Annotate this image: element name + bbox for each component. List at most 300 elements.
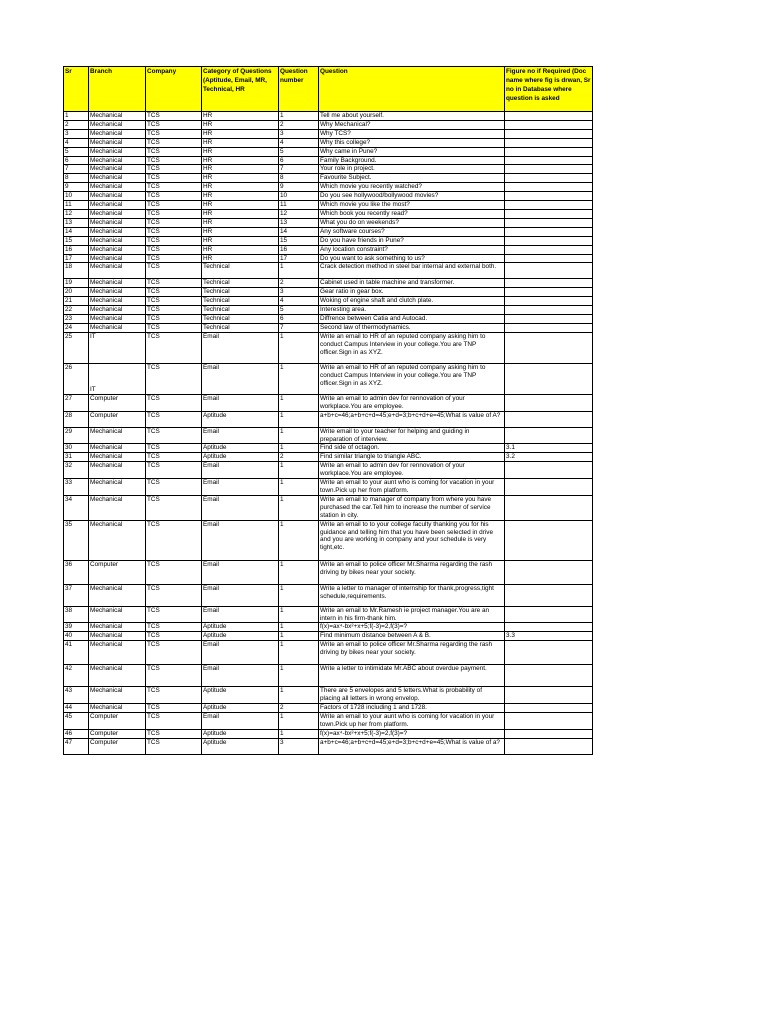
table-row [64, 209, 593, 218]
cell-question: Any location constraint? [319, 245, 505, 254]
cell-company: TCS [146, 306, 202, 315]
cell-sr: 18 [64, 263, 89, 279]
cell-figure-no [505, 738, 593, 754]
cell-category: Aptitude [202, 632, 279, 641]
cell-sr: 8 [64, 174, 89, 183]
cell-question-number: 1 [279, 363, 319, 394]
cell-figure-no [505, 201, 593, 210]
cell-branch: Computer [89, 394, 146, 411]
cell-category: HR [202, 129, 279, 138]
cell-question: Do you want to ask something to us? [319, 254, 505, 263]
cell-category: Aptitude [202, 444, 279, 453]
cell-question-number: 1 [279, 623, 319, 632]
table-row [64, 227, 593, 236]
cell-company: TCS [146, 738, 202, 754]
cell-figure-no [505, 156, 593, 165]
cell-company: TCS [146, 227, 202, 236]
cell-question-number: 1 [279, 712, 319, 729]
table-row [64, 323, 593, 332]
cell-figure-no [505, 315, 593, 324]
cell-question: Why this college? [319, 138, 505, 147]
cell-company: TCS [146, 236, 202, 245]
cell-question: Which book you recently read? [319, 209, 505, 218]
cell-company: TCS [146, 297, 202, 306]
cell-company: TCS [146, 120, 202, 129]
cell-question: Any software courses? [319, 227, 505, 236]
cell-sr: 47 [64, 738, 89, 754]
cell-branch: Mechanical [89, 138, 146, 147]
cell-question-number: 1 [279, 112, 319, 121]
cell-company: TCS [146, 444, 202, 453]
cell-category: HR [202, 227, 279, 236]
cell-question: There are 5 envelopes and 5 letters.What is probability of placing all letters in wrong envelop. [319, 687, 505, 704]
table-row [64, 665, 593, 687]
cell-question-number: 3 [279, 738, 319, 754]
cell-company: TCS [146, 112, 202, 121]
cell-company: TCS [146, 279, 202, 288]
cell-company: TCS [146, 201, 202, 210]
cell-question-number: 1 [279, 495, 319, 520]
cell-sr: 2 [64, 120, 89, 129]
cell-company: TCS [146, 427, 202, 444]
cell-category: Aptitude [202, 687, 279, 704]
cell-question: Write an email to admin dev for rennovation of your workplace.You are employee. [319, 394, 505, 411]
cell-question: a+b+c=46;a+b+c+d=45;e+d=3;b+c+d+e=45;What is value of a? [319, 738, 505, 754]
table-row [64, 315, 593, 324]
cell-company: TCS [146, 560, 202, 584]
cell-category: HR [202, 138, 279, 147]
table-row [64, 236, 593, 245]
cell-branch: Mechanical [89, 427, 146, 444]
cell-figure-no [505, 665, 593, 687]
cell-company: TCS [146, 147, 202, 156]
cell-figure-no [505, 411, 593, 427]
cell-sr: 15 [64, 236, 89, 245]
cell-category: Technical [202, 279, 279, 288]
cell-sr: 14 [64, 227, 89, 236]
cell-sr: 31 [64, 453, 89, 462]
cell-category: Email [202, 495, 279, 520]
cell-figure-no [505, 332, 593, 363]
cell-figure-no [505, 183, 593, 192]
cell-category: Email [202, 427, 279, 444]
cell-company: TCS [146, 156, 202, 165]
cell-category: HR [202, 174, 279, 183]
cell-category: HR [202, 236, 279, 245]
cell-question-number: 13 [279, 218, 319, 227]
cell-category: Aptitude [202, 453, 279, 462]
cell-question-number: 1 [279, 394, 319, 411]
cell-sr: 4 [64, 138, 89, 147]
cell-branch: Mechanical [89, 279, 146, 288]
table-row [64, 584, 593, 606]
cell-question-number: 1 [279, 584, 319, 606]
cell-branch: Computer [89, 729, 146, 738]
table-row [64, 297, 593, 306]
cell-question-number: 1 [279, 665, 319, 687]
cell-company: TCS [146, 174, 202, 183]
cell-category: HR [202, 254, 279, 263]
cell-question-number: 1 [279, 729, 319, 738]
cell-company: TCS [146, 606, 202, 623]
cell-figure-no [505, 288, 593, 297]
cell-branch: IT [89, 363, 146, 394]
cell-category: Email [202, 332, 279, 363]
cell-sr: 19 [64, 279, 89, 288]
cell-category: HR [202, 120, 279, 129]
cell-question-number: 7 [279, 323, 319, 332]
cell-figure-no [505, 254, 593, 263]
cell-question: Do you see hollywood/bollywood movies? [319, 192, 505, 201]
cell-figure-no [505, 479, 593, 496]
cell-branch: Mechanical [89, 462, 146, 479]
cell-figure-no [505, 712, 593, 729]
header-figure-no: Figure no if Required (Doc name where fig is drwan, Sr no in Database where question is asked [505, 67, 593, 112]
cell-branch: Mechanical [89, 129, 146, 138]
cell-category: HR [202, 165, 279, 174]
cell-figure-no: 3.2 [505, 453, 593, 462]
cell-sr: 33 [64, 479, 89, 496]
table-row [64, 687, 593, 704]
cell-figure-no [505, 623, 593, 632]
cell-question-number: 1 [279, 479, 319, 496]
cell-question-number: 1 [279, 444, 319, 453]
cell-sr: 3 [64, 129, 89, 138]
cell-category: Email [202, 584, 279, 606]
cell-question: Second law of thermodynamics. [319, 323, 505, 332]
cell-branch: Mechanical [89, 209, 146, 218]
table-row [64, 606, 593, 623]
cell-question: Family Background. [319, 156, 505, 165]
cell-category: Technical [202, 306, 279, 315]
table-row [64, 112, 593, 121]
cell-question: Write an email to police officer Mr.Sharma regarding the rash driving by bikes near your society. [319, 560, 505, 584]
cell-company: TCS [146, 254, 202, 263]
cell-branch: Mechanical [89, 201, 146, 210]
cell-company: TCS [146, 165, 202, 174]
cell-company: TCS [146, 315, 202, 324]
cell-question: Cabinet used in table machine and transformer. [319, 279, 505, 288]
cell-category: HR [202, 209, 279, 218]
cell-figure-no [505, 606, 593, 623]
cell-question: Gear ratio in gear box. [319, 288, 505, 297]
cell-category: Email [202, 712, 279, 729]
cell-branch: Mechanical [89, 453, 146, 462]
cell-question: Write an email to HR of an reputed company asking him to conduct Campus Interview in your college.You are TNP officer.Sign in as XYZ. [319, 363, 505, 394]
cell-company: TCS [146, 138, 202, 147]
cell-category: HR [202, 218, 279, 227]
cell-branch: Computer [89, 560, 146, 584]
cell-branch: Mechanical [89, 165, 146, 174]
table-row [64, 462, 593, 479]
cell-question: Write an email to manager of company from where you have purchased the car.Tell him to increase the number of service station in city. [319, 495, 505, 520]
header-category: Category of Questions (Aptitude, Email, MR, Technical, HR [202, 67, 279, 112]
cell-question: Crack detection method in steel bar internal and external both. [319, 263, 505, 279]
cell-branch: Mechanical [89, 704, 146, 713]
table-row [64, 218, 593, 227]
cell-sr: 1 [64, 112, 89, 121]
cell-figure-no [505, 687, 593, 704]
table-row [64, 704, 593, 713]
cell-question-number: 1 [279, 606, 319, 623]
cell-company: TCS [146, 462, 202, 479]
cell-question: Do you have friends in Pune? [319, 236, 505, 245]
cell-company: TCS [146, 245, 202, 254]
cell-sr: 7 [64, 165, 89, 174]
cell-question-number: 5 [279, 306, 319, 315]
cell-category: HR [202, 156, 279, 165]
cell-branch: Mechanical [89, 623, 146, 632]
cell-company: TCS [146, 729, 202, 738]
cell-question-number: 17 [279, 254, 319, 263]
table-row [64, 279, 593, 288]
cell-branch: Mechanical [89, 479, 146, 496]
table-row [64, 254, 593, 263]
cell-category: Aptitude [202, 411, 279, 427]
cell-branch: Mechanical [89, 444, 146, 453]
cell-figure-no [505, 363, 593, 394]
cell-figure-no [505, 218, 593, 227]
table-row [64, 738, 593, 754]
cell-branch: Mechanical [89, 263, 146, 279]
cell-branch: Mechanical [89, 120, 146, 129]
cell-question-number: 2 [279, 704, 319, 713]
cell-question-number: 4 [279, 138, 319, 147]
table-row [64, 306, 593, 315]
cell-question-number: 7 [279, 165, 319, 174]
cell-figure-no [505, 129, 593, 138]
cell-branch: Mechanical [89, 218, 146, 227]
cell-sr: 34 [64, 495, 89, 520]
cell-sr: 5 [64, 147, 89, 156]
cell-branch: Mechanical [89, 520, 146, 560]
table-row [64, 623, 593, 632]
cell-question-number: 3 [279, 129, 319, 138]
cell-figure-no [505, 147, 593, 156]
cell-category: Email [202, 641, 279, 665]
cell-branch: Mechanical [89, 254, 146, 263]
cell-figure-no [505, 462, 593, 479]
table-row [64, 156, 593, 165]
cell-figure-no: 3.3 [505, 632, 593, 641]
cell-figure-no [505, 279, 593, 288]
cell-sr: 6 [64, 156, 89, 165]
cell-question-number: 1 [279, 641, 319, 665]
cell-figure-no [505, 394, 593, 411]
cell-sr: 38 [64, 606, 89, 623]
cell-branch: Computer [89, 712, 146, 729]
cell-category: Aptitude [202, 704, 279, 713]
cell-sr: 37 [64, 584, 89, 606]
cell-category: Email [202, 560, 279, 584]
cell-question-number: 9 [279, 183, 319, 192]
cell-category: Email [202, 479, 279, 496]
cell-question-number: 3 [279, 288, 319, 297]
cell-figure-no [505, 641, 593, 665]
cell-question: Your role in project. [319, 165, 505, 174]
cell-sr: 32 [64, 462, 89, 479]
question-database-table [63, 66, 593, 755]
table-row [64, 394, 593, 411]
table-row [64, 520, 593, 560]
table-row [64, 138, 593, 147]
cell-question-number: 6 [279, 315, 319, 324]
cell-sr: 16 [64, 245, 89, 254]
cell-question-number: 1 [279, 263, 319, 279]
cell-sr: 25 [64, 332, 89, 363]
cell-question: Why came in Pune? [319, 147, 505, 156]
table-row [64, 288, 593, 297]
table-row [64, 411, 593, 427]
cell-company: TCS [146, 584, 202, 606]
cell-question-number: 1 [279, 332, 319, 363]
table-row [64, 444, 593, 453]
cell-question-number: 11 [279, 201, 319, 210]
cell-sr: 21 [64, 297, 89, 306]
cell-branch: Mechanical [89, 174, 146, 183]
cell-company: TCS [146, 323, 202, 332]
cell-category: HR [202, 192, 279, 201]
cell-sr: 10 [64, 192, 89, 201]
cell-company: TCS [146, 495, 202, 520]
cell-category: Technical [202, 315, 279, 324]
cell-figure-no [505, 306, 593, 315]
cell-sr: 28 [64, 411, 89, 427]
header-branch: Branch [89, 67, 146, 112]
cell-figure-no [505, 323, 593, 332]
cell-figure-no [505, 584, 593, 606]
table-row [64, 183, 593, 192]
table-row [64, 363, 593, 394]
table-row [64, 560, 593, 584]
cell-sr: 22 [64, 306, 89, 315]
cell-sr: 39 [64, 623, 89, 632]
cell-sr: 42 [64, 665, 89, 687]
cell-question: Tell me about yourself. [319, 112, 505, 121]
cell-branch: Mechanical [89, 584, 146, 606]
cell-figure-no [505, 427, 593, 444]
cell-company: TCS [146, 263, 202, 279]
cell-question-number: 15 [279, 236, 319, 245]
cell-branch: Mechanical [89, 192, 146, 201]
cell-branch: Mechanical [89, 183, 146, 192]
cell-branch: Mechanical [89, 245, 146, 254]
cell-question: Interesting area. [319, 306, 505, 315]
cell-branch: Computer [89, 411, 146, 427]
cell-branch: Mechanical [89, 315, 146, 324]
table-row [64, 729, 593, 738]
cell-branch: Mechanical [89, 156, 146, 165]
cell-company: TCS [146, 183, 202, 192]
cell-question-number: 6 [279, 156, 319, 165]
cell-category: Email [202, 363, 279, 394]
cell-branch: Mechanical [89, 227, 146, 236]
table-row [64, 201, 593, 210]
cell-question-number: 2 [279, 453, 319, 462]
cell-sr: 45 [64, 712, 89, 729]
cell-company: TCS [146, 411, 202, 427]
header-sr: Sr [64, 67, 89, 112]
cell-company: TCS [146, 288, 202, 297]
cell-question-number: 12 [279, 209, 319, 218]
cell-question: f(x)=ax⁴-bx²+x+5;f(-3)=2,f(3)=? [319, 623, 505, 632]
cell-category: Email [202, 520, 279, 560]
cell-company: TCS [146, 712, 202, 729]
cell-branch: Mechanical [89, 687, 146, 704]
cell-figure-no [505, 192, 593, 201]
cell-sr: 44 [64, 704, 89, 713]
cell-question-number: 8 [279, 174, 319, 183]
cell-question: Why Mechanical? [319, 120, 505, 129]
cell-branch: Mechanical [89, 323, 146, 332]
cell-sr: 29 [64, 427, 89, 444]
cell-question: Factors of 1728 including 1 and 1728. [319, 704, 505, 713]
cell-question-number: 2 [279, 279, 319, 288]
cell-question-number: 1 [279, 560, 319, 584]
cell-figure-no [505, 209, 593, 218]
cell-sr: 24 [64, 323, 89, 332]
table-row [64, 332, 593, 363]
cell-question-number: 4 [279, 297, 319, 306]
cell-company: TCS [146, 332, 202, 363]
cell-question-number: 1 [279, 411, 319, 427]
cell-question: Write a letter to manager of internship for thank,progress,tight schedule,requirements. [319, 584, 505, 606]
cell-figure-no [505, 297, 593, 306]
table-row [64, 147, 593, 156]
cell-category: HR [202, 112, 279, 121]
cell-sr: 35 [64, 520, 89, 560]
cell-question: Write an email to admin dev for rennovation of your workplace.You are employee. [319, 462, 505, 479]
header-question-number: Question number [279, 67, 319, 112]
cell-company: TCS [146, 520, 202, 560]
table-row [64, 427, 593, 444]
cell-branch: Mechanical [89, 288, 146, 297]
cell-category: HR [202, 183, 279, 192]
cell-branch: Mechanical [89, 306, 146, 315]
cell-sr: 40 [64, 632, 89, 641]
cell-question-number: 16 [279, 245, 319, 254]
cell-category: Email [202, 462, 279, 479]
cell-figure-no [505, 704, 593, 713]
cell-category: Technical [202, 297, 279, 306]
cell-question: Write an email to police officer Mr.Sharma regarding the rash driving by bikes near your society. [319, 641, 505, 665]
cell-sr: 43 [64, 687, 89, 704]
cell-company: TCS [146, 453, 202, 462]
cell-sr: 11 [64, 201, 89, 210]
cell-question-number: 1 [279, 632, 319, 641]
table-row [64, 174, 593, 183]
cell-question: Write an email to HR of an reputed company asking him to conduct Campus Interview in your college.You are TNP officer.Sign in as XYZ. [319, 332, 505, 363]
table-row [64, 245, 593, 254]
cell-sr: 9 [64, 183, 89, 192]
cell-category: HR [202, 245, 279, 254]
table-row [64, 712, 593, 729]
table-row [64, 120, 593, 129]
cell-question-number: 1 [279, 520, 319, 560]
cell-branch: IT [89, 332, 146, 363]
table-row [64, 165, 593, 174]
cell-sr: 26 [64, 363, 89, 394]
table-row [64, 453, 593, 462]
cell-sr: 30 [64, 444, 89, 453]
cell-question-number: 1 [279, 462, 319, 479]
cell-branch: Mechanical [89, 665, 146, 687]
cell-figure-no [505, 495, 593, 520]
cell-question: What you do on weekends? [319, 218, 505, 227]
cell-company: TCS [146, 363, 202, 394]
table-row [64, 129, 593, 138]
cell-figure-no [505, 138, 593, 147]
